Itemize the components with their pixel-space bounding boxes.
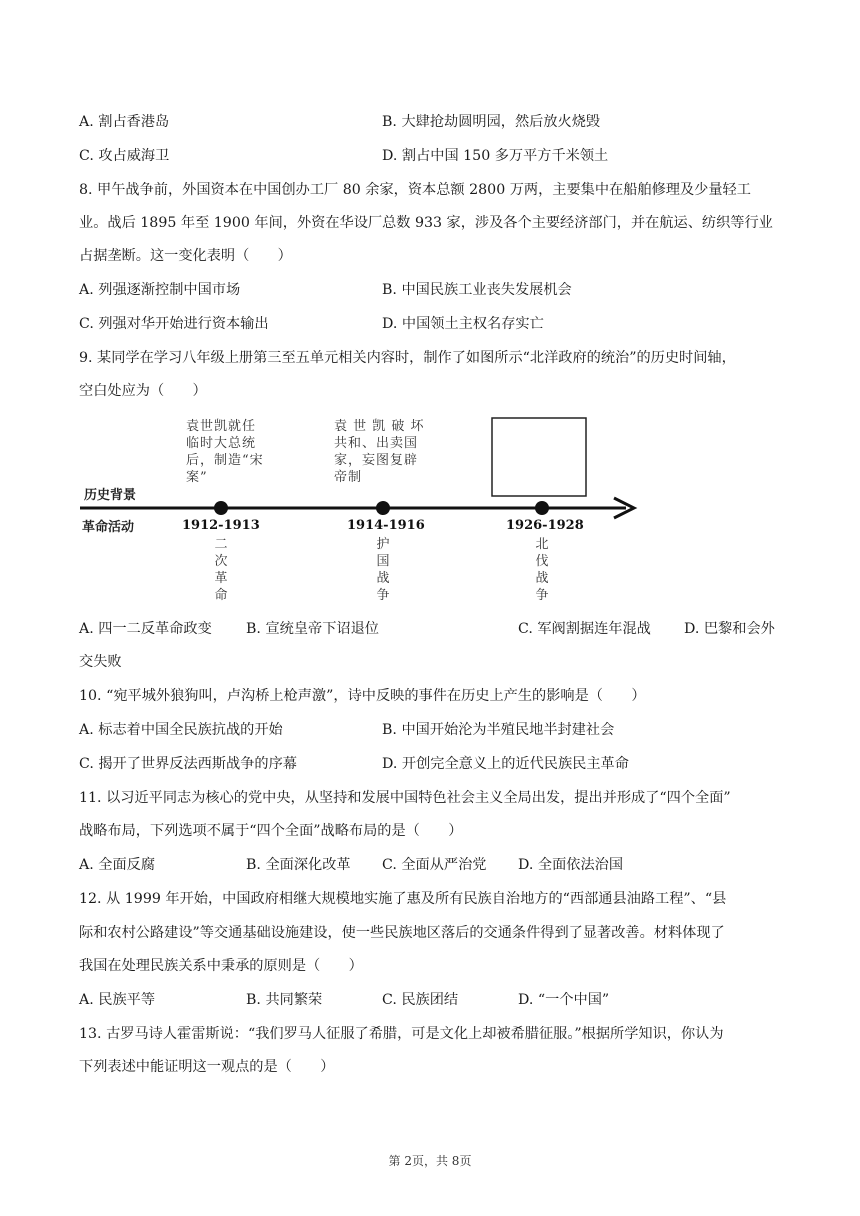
q9-stem-line-2: 空白处应为（ ） bbox=[79, 383, 207, 399]
q8-option-b: B. 中国民族工业丧失发展机会 bbox=[382, 282, 572, 298]
q12-option-d: D. “一个中国” bbox=[518, 992, 610, 1008]
q9-option-a: A. 四一二反革命政变 bbox=[79, 621, 212, 637]
timeline-bg1-line: 案” bbox=[186, 470, 208, 485]
q11-option-d: D. 全面依法治国 bbox=[518, 857, 624, 873]
q13-stem-line-2: 下列表述中能证明这一观点的是（ ） bbox=[79, 1059, 335, 1075]
q12-stem-line-1: 12. 从 1999 年开始，中国政府相继大规模地实施了惠及所有民族自治地方的“西部通县油路工程”、“县 bbox=[79, 891, 727, 907]
q7-option-b: B. 大肆抢劫圆明园，然后放火烧毁 bbox=[382, 114, 601, 130]
q8-option-c: C. 列强对华开始进行资本输出 bbox=[79, 316, 269, 332]
q10-option-d: D. 开创完全意义上的近代民族民主革命 bbox=[382, 756, 629, 772]
timeline-year-1: 1912-1913 bbox=[182, 518, 260, 533]
timeline-bg2-line: 袁 世 凯 破 坏 bbox=[334, 419, 425, 434]
q8-option-a: A. 列强逐渐控制中国市场 bbox=[79, 282, 241, 298]
q7-option-c: C. 攻占威海卫 bbox=[79, 148, 170, 164]
q10-stem-line-1: 10. “宛平城外狼狗叫，卢沟桥上枪声激”，诗中反映的事件在历史上产生的影响是（ ） bbox=[79, 688, 646, 704]
timeline-node-1 bbox=[214, 501, 228, 515]
timeline-label-revolution: 革命活动 bbox=[82, 520, 135, 535]
timeline-node-3 bbox=[535, 501, 549, 515]
q8-option-d: D. 中国领土主权名存实亡 bbox=[382, 316, 544, 332]
q11-option-a: A. 全面反腐 bbox=[79, 857, 156, 873]
q13-stem-line-1: 13. 古罗马诗人霍雷斯说：“我们罗马人征服了希腊，可是文化上却被希腊征服。”根据所学知识，你认为 bbox=[79, 1026, 724, 1042]
q10-option-b: B. 中国开始沦为半殖民地半封建社会 bbox=[382, 722, 615, 738]
timeline-year-3: 1926-1928 bbox=[506, 518, 584, 533]
q10-option-c: C. 揭开了世界反法西斯战争的序幕 bbox=[79, 756, 297, 772]
q9-option-d-continued: 交失败 bbox=[79, 654, 122, 670]
timeline-bg1-line: 临时大总统 bbox=[186, 436, 257, 451]
timeline-node-2 bbox=[376, 501, 390, 515]
q9-stem-line-1: 9. 某同学在学习八年级上册第三至五单元相关内容时，制作了如图所示“北洋政府的统治”的历史时间轴， bbox=[79, 350, 736, 366]
q12-option-a: A. 民族平等 bbox=[79, 992, 156, 1008]
q8-stem-line-1: 8. 甲午战争前，外国资本在中国创办工厂 80 余家，资本总额 2800 万两，主要集中在船舶修理及少量轻工 bbox=[79, 182, 751, 198]
q12-option-c: C. 民族团结 bbox=[382, 992, 459, 1008]
timeline-event-1: 二次革命 bbox=[214, 537, 228, 603]
q8-stem-line-3: 占据垄断。这一变化表明（ ） bbox=[79, 248, 292, 264]
timeline-event-3: 北伐战争 bbox=[535, 537, 549, 603]
q9-option-c: C. 军阀割据连年混战 bbox=[518, 621, 651, 637]
q7-option-a: A. 割占香港岛 bbox=[79, 114, 170, 130]
timeline-bg2-line: 家，妄图复辟 bbox=[334, 453, 419, 468]
q9-option-d: D. 巴黎和会外 bbox=[684, 621, 775, 637]
q9-option-b: B. 宣统皇帝下诏退位 bbox=[246, 621, 379, 637]
q11-option-b: B. 全面深化改革 bbox=[246, 857, 351, 873]
timeline-blank-box bbox=[492, 418, 586, 496]
timeline-bg1-line: 后，制造“宋 bbox=[186, 453, 264, 468]
q11-stem-line-1: 11. 以习近平同志为核心的党中央，从坚持和发展中国特色社会主义全局出发，提出并形成了“四个全面” bbox=[79, 790, 731, 806]
timeline-event-2: 护国战争 bbox=[376, 537, 390, 603]
timeline-bg2-line: 共和、出卖国 bbox=[334, 436, 419, 451]
q12-stem-line-3: 我国在处理民族关系中秉承的原则是（ ） bbox=[79, 958, 363, 974]
q12-option-b: B. 共同繁荣 bbox=[246, 992, 323, 1008]
timeline-figure bbox=[78, 412, 648, 612]
q11-stem-line-2: 战略布局，下列选项不属于“四个全面”战略布局的是（ ） bbox=[79, 823, 463, 839]
q12-stem-line-2: 际和农村公路建设”等交通基础设施建设，使一些民族地区落后的交通条件得到了显著改善。材料体现了 bbox=[79, 925, 725, 941]
timeline-label-background: 历史背景 bbox=[84, 488, 137, 503]
q11-option-c: C. 全面从严治党 bbox=[382, 857, 487, 873]
timeline-year-2: 1914-1916 bbox=[347, 518, 425, 533]
timeline-bg2-line: 帝制 bbox=[334, 470, 363, 485]
q7-option-d: D. 割占中国 150 多万平方千米领土 bbox=[382, 148, 609, 164]
page-footer: 第 2页，共 8页 bbox=[388, 1154, 472, 1168]
q8-stem-line-2: 业。战后 1895 年至 1900 年间，外资在华设厂总数 933 家，涉及各个主要经济部门，并在航运、纺织等行业 bbox=[79, 215, 773, 231]
q10-option-a: A. 标志着中国全民族抗战的开始 bbox=[79, 722, 283, 738]
timeline-bg1-line: 袁世凯就任 bbox=[186, 419, 257, 434]
